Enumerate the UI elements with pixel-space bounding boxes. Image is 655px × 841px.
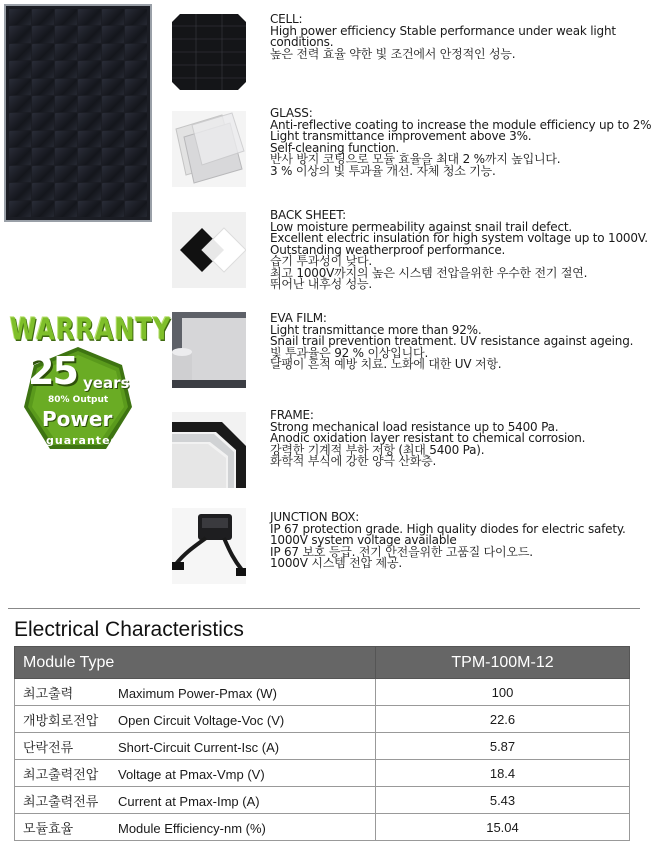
panel-cell <box>9 44 31 60</box>
aluminum-frame-icon <box>172 412 246 488</box>
panel-cell <box>102 44 124 60</box>
panel-cell <box>9 148 31 164</box>
panel-cell <box>78 131 100 147</box>
row-label-en: Voltage at Pmax-Vmp (V) <box>118 766 265 782</box>
panel-cell <box>125 9 147 25</box>
feature-line: 1000V 시스템 전압 제공. <box>270 556 402 570</box>
panel-cell <box>102 166 124 182</box>
panel-cell <box>78 96 100 112</box>
panel-cell <box>78 26 100 42</box>
feature-line: IP 67 protection grade. High quality diodes for electric safety. <box>270 521 626 536</box>
table-row <box>15 733 630 760</box>
panel-cell <box>9 166 31 182</box>
feature-heading: FRAME: <box>270 408 314 422</box>
panel-cell <box>32 183 54 199</box>
row-label-ko: 최고출력 <box>23 685 74 701</box>
panel-cell <box>125 96 147 112</box>
feature-line: Light transmittance improvement above 3%. <box>270 129 532 143</box>
panel-cell <box>125 148 147 164</box>
module-type-label: Module Type <box>15 647 376 679</box>
warranty-years-label: years <box>83 374 130 392</box>
panel-cell <box>125 44 147 60</box>
panel-cell <box>32 96 54 112</box>
panel-cell <box>9 9 31 25</box>
feature-line: Outstanding weatherproof performance. <box>270 242 506 257</box>
row-value: 5.87 <box>376 733 630 760</box>
panel-cell <box>102 183 124 199</box>
row-label-en: Short-Circuit Current-Isc (A) <box>118 739 280 755</box>
panel-cell <box>9 201 31 217</box>
panel-cell <box>55 148 77 164</box>
panel-cell <box>55 9 77 25</box>
panel-cell <box>9 131 31 147</box>
row-label-ko: 최고출력전류 <box>23 793 99 809</box>
panel-cell <box>55 201 77 217</box>
feature-heading: GLASS: <box>270 106 313 120</box>
feature-line: High power efficiency Stable performance under weak light <box>270 23 616 38</box>
panel-cell <box>102 96 124 112</box>
panel-cell <box>78 183 100 199</box>
row-label-en: Module Efficiency-nm (%) <box>118 820 266 836</box>
panel-cell <box>32 131 54 147</box>
feature-line: 화학적 부식에 강한 양극 산화층. <box>270 454 437 468</box>
feature-line: 3 % 이상의 빛 투과율 개선. 자체 청소 기능. <box>270 163 496 178</box>
panel-cell <box>78 61 100 77</box>
row-label-ko: 개방회로전압 <box>23 712 99 728</box>
feature-cell <box>270 14 655 60</box>
panel-cell <box>125 79 147 95</box>
table-row <box>15 706 630 733</box>
panel-cell <box>78 113 100 129</box>
feature-line: Excellent electric insulation for high system voltage up to 1000V. <box>270 231 648 245</box>
warranty-power: Power <box>42 407 113 431</box>
panel-cell <box>32 113 54 129</box>
table-header-row <box>15 647 630 679</box>
warranty-title: WARRANTY <box>10 312 172 347</box>
feature-heading: CELL: <box>270 12 303 26</box>
panel-cell <box>55 61 77 77</box>
row-label-en: Open Circuit Voltage-Voc (V) <box>118 712 285 728</box>
section-divider <box>8 608 640 609</box>
panel-cell <box>102 148 124 164</box>
panel-cell <box>102 9 124 25</box>
panel-cell <box>55 166 77 182</box>
panel-cell <box>125 26 147 42</box>
panel-cell <box>32 61 54 77</box>
row-label-ko: 모듈효율 <box>23 820 74 836</box>
warranty-output: 80% Output <box>48 395 109 405</box>
table-row <box>15 760 630 787</box>
panel-cell <box>102 79 124 95</box>
panel-cell <box>102 26 124 42</box>
row-value: 22.6 <box>376 706 630 733</box>
row-label-en: Current at Pmax-Imp (A) <box>118 793 260 809</box>
panel-cell <box>9 113 31 129</box>
row-label-en: Maximum Power-Pmax (W) <box>118 685 277 701</box>
eva-film-roll-icon <box>172 312 246 388</box>
junction-box-icon <box>172 508 246 584</box>
glass-sheets-icon <box>172 111 246 187</box>
panel-cell <box>125 201 147 217</box>
table-row <box>15 814 630 841</box>
panel-cell <box>32 26 54 42</box>
solar-panel-image <box>4 4 152 222</box>
solar-cell-icon <box>172 14 246 90</box>
panel-cell <box>125 166 147 182</box>
feature-line: 강력한 기계적 부하 저항 (최대 5400 Pa). <box>270 442 485 457</box>
feature-line: 습기 투과성이 낮다. <box>270 254 372 268</box>
panel-cell <box>55 44 77 60</box>
feature-eva-film <box>270 313 655 371</box>
feature-line: IP 67 보호 등급. 전기 안전을위한 고품질 다이오드. <box>270 544 533 559</box>
panel-cell <box>9 183 31 199</box>
feature-line: 높은 전력 효율 약한 빛 조건에서 안정적인 성능. <box>270 46 516 61</box>
warranty-guarantee: guarantee <box>46 434 119 447</box>
feature-line: Low moisture permeability against snail trail defect. <box>270 219 572 234</box>
panel-cell <box>32 201 54 217</box>
feature-glass <box>270 108 655 177</box>
feature-frame <box>270 410 655 468</box>
panel-cell <box>78 79 100 95</box>
panel-cell <box>55 183 77 199</box>
feature-line: 뛰어난 내후성 성능. <box>270 277 372 291</box>
panel-cell <box>78 44 100 60</box>
feature-line: Anodic oxidation layer resistant to chemical corrosion. <box>270 431 586 445</box>
feature-junction-box <box>270 512 655 570</box>
back-sheet-icon <box>172 212 246 288</box>
feature-line: 1000V system voltage available <box>270 533 457 547</box>
row-value: 100 <box>376 679 630 706</box>
panel-cell <box>125 61 147 77</box>
panel-cell <box>102 201 124 217</box>
feature-line: Self-cleaning function. <box>270 140 400 155</box>
row-label-ko: 최고출력전압 <box>23 766 99 782</box>
feature-back-sheet <box>270 210 655 291</box>
feature-line: 반사 방지 코팅으로 모듈 효율을 최대 2 %까지 높입니다. <box>270 152 561 166</box>
feature-line: 달팽이 흔적 예방 치료. 노화에 대한 UV 저항. <box>270 357 502 371</box>
table-row <box>15 787 630 814</box>
row-label-ko: 단락전류 <box>23 739 74 755</box>
feature-line: 빛 투과율은 92 % 이상입니다. <box>270 345 429 360</box>
electrical-title: Electrical Characteristics <box>14 618 244 641</box>
row-value: 18.4 <box>376 760 630 787</box>
panel-cell <box>125 113 147 129</box>
panel-cell <box>32 166 54 182</box>
panel-cell <box>9 26 31 42</box>
feature-heading: JUNCTION BOX: <box>270 510 360 524</box>
panel-cell <box>55 113 77 129</box>
feature-line: Light transmittance more than 92%. <box>270 322 482 337</box>
panel-cell <box>32 44 54 60</box>
feature-line: conditions. <box>270 35 334 49</box>
feature-heading: EVA FILM: <box>270 311 327 325</box>
panel-cell <box>102 113 124 129</box>
panel-cell <box>32 79 54 95</box>
panel-cell <box>55 96 77 112</box>
panel-cell <box>9 96 31 112</box>
row-value: 15.04 <box>376 814 630 841</box>
panel-cell <box>125 183 147 199</box>
feature-line: 최고 1000V까지의 높은 시스템 전압을위한 우수한 전기 절연. <box>270 265 588 280</box>
feature-heading: BACK SHEET: <box>270 208 346 222</box>
module-type-value: TPM-100M-12 <box>376 647 630 679</box>
panel-cell <box>125 131 147 147</box>
panel-cell <box>78 201 100 217</box>
feature-line: Anti-reflective coating to increase the module efficiency up to 2% <box>270 117 652 132</box>
panel-cell <box>32 148 54 164</box>
panel-cell <box>9 61 31 77</box>
panel-cell <box>55 79 77 95</box>
panel-cell <box>102 131 124 147</box>
panel-cell <box>9 79 31 95</box>
panel-cell <box>32 9 54 25</box>
feature-line: Snail trail prevention treatment. UV resistance against ageing. <box>270 334 634 348</box>
panel-cell <box>78 148 100 164</box>
electrical-table <box>14 646 630 841</box>
table-row <box>15 679 630 706</box>
panel-cell <box>102 61 124 77</box>
warranty-years-number: 25 <box>28 349 77 393</box>
row-value: 5.43 <box>376 787 630 814</box>
feature-line: Strong mechanical load resistance up to 5400 Pa. <box>270 419 559 434</box>
panel-cell <box>55 26 77 42</box>
panel-cell <box>78 166 100 182</box>
panel-cell <box>55 131 77 147</box>
panel-cell <box>78 9 100 25</box>
